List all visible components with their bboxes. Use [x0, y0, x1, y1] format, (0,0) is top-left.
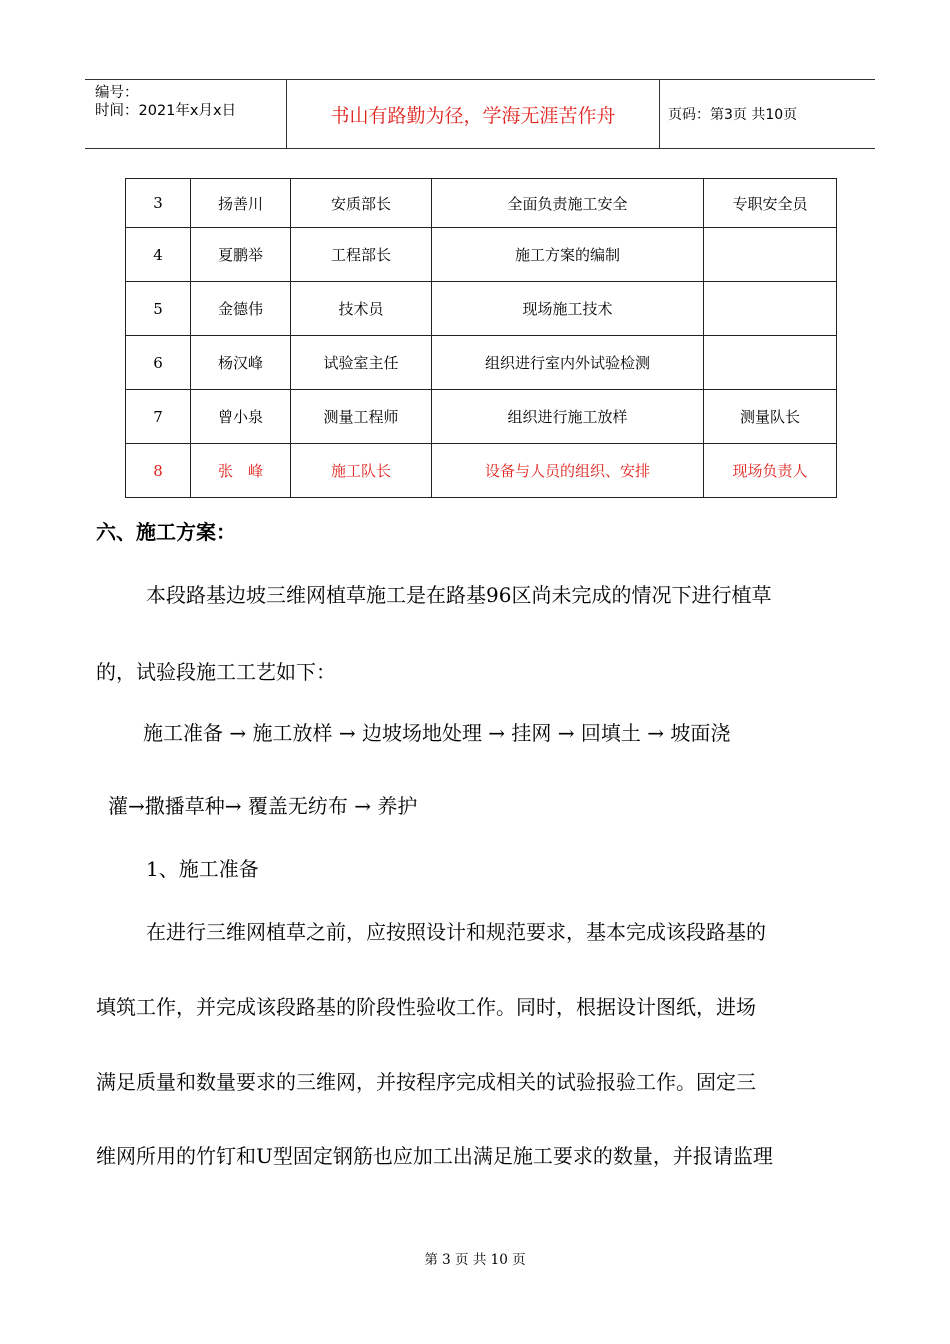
cell-title: 技术员	[291, 282, 432, 336]
cell-no: 3	[126, 179, 191, 228]
subsection-title: 1、施工准备	[146, 857, 259, 881]
cell-no: 6	[126, 336, 191, 390]
intro-line-2: 的，试验段施工工艺如下：	[96, 660, 336, 684]
cell-name: 杨汉峰	[191, 336, 291, 390]
header-meta	[85, 80, 285, 148]
paragraph-line-3: 满足质量和数量要求的三维网，并按程序完成相关的试验报验工作。固定三	[96, 1070, 756, 1094]
cell-note	[704, 228, 837, 282]
cell-name: 张 峰	[191, 444, 291, 498]
cell-title: 安质部长	[291, 179, 432, 228]
cell-duty: 组织进行室内外试验检测	[432, 336, 704, 390]
header-page-info: 页码：第3页 共10页	[668, 107, 798, 123]
cell-name: 夏鹏举	[191, 228, 291, 282]
cell-duty: 施工方案的编制	[432, 228, 704, 282]
page-footer: 第 3 页 共 10 页	[424, 1252, 526, 1268]
paragraph-line-4: 维网所用的竹钉和U型固定钢筋也应加工出满足施工要求的数量，并报请监理	[96, 1144, 773, 1168]
cell-note: 现场负责人	[704, 444, 837, 498]
table-row	[126, 336, 837, 390]
intro-line-1: 本段路基边坡三维网植草施工是在路基96区尚未完成的情况下进行植草	[146, 583, 772, 607]
table-row	[126, 228, 837, 282]
cell-no: 8	[126, 444, 191, 498]
cell-note: 测量队长	[704, 390, 837, 444]
cell-duty: 设备与人员的组织、安排	[432, 444, 704, 498]
cell-note	[704, 282, 837, 336]
staff-table	[125, 178, 837, 498]
process-line-1: 施工准备 → 施工放样 → 边坡场地处理 → 挂网 → 回填土 → 坡面浇	[143, 721, 731, 745]
section-heading: 六、施工方案：	[96, 520, 236, 544]
cell-title: 试验室主任	[291, 336, 432, 390]
cell-note	[704, 336, 837, 390]
cell-duty: 全面负责施工安全	[432, 179, 704, 228]
cell-title: 工程部长	[291, 228, 432, 282]
cell-name: 金德伟	[191, 282, 291, 336]
cell-name: 曾小泉	[191, 390, 291, 444]
header-number-label: 编号：	[95, 85, 139, 101]
paragraph-line-1: 在进行三维网植草之前，应按照设计和规范要求，基本完成该段路基的	[146, 920, 766, 944]
cell-note: 专职安全员	[704, 179, 837, 228]
paragraph-line-2: 填筑工作，并完成该段路基的阶段性验收工作。同时，根据设计图纸，进场	[96, 995, 756, 1019]
header-motto: 书山有路勤为径，学海无涯苦作舟	[286, 80, 660, 148]
cell-no: 7	[126, 390, 191, 444]
cell-name: 扬善川	[191, 179, 291, 228]
page-header	[85, 79, 875, 149]
table-row	[126, 179, 837, 228]
table-row	[126, 282, 837, 336]
cell-no: 5	[126, 282, 191, 336]
cell-no: 4	[126, 228, 191, 282]
table-row-highlighted	[126, 444, 837, 498]
table-row	[126, 390, 837, 444]
cell-title: 施工队长	[291, 444, 432, 498]
header-time-label: 时间：2021年x月x日	[95, 103, 237, 119]
cell-duty: 组织进行施工放样	[432, 390, 704, 444]
process-line-2: 灌→撒播草种→ 覆盖无纺布 → 养护	[108, 794, 418, 818]
cell-duty: 现场施工技术	[432, 282, 704, 336]
cell-title: 测量工程师	[291, 390, 432, 444]
